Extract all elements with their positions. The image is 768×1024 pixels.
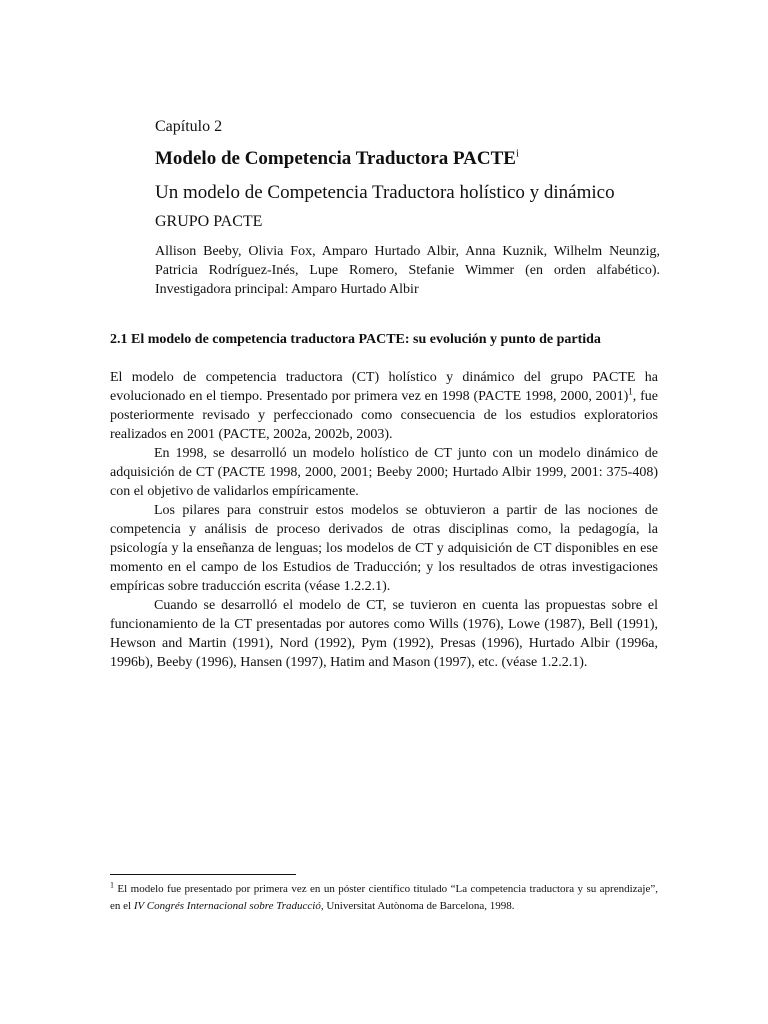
footnote-divider xyxy=(110,874,296,875)
chapter-label: Capítulo 2 xyxy=(155,118,223,135)
footnote-congress-title: IV Congrés Internacional sobre Traducció xyxy=(133,900,321,912)
chapter-title xyxy=(155,147,660,171)
footnote-reference: 1 xyxy=(628,386,633,397)
chapter-header xyxy=(155,117,660,299)
paragraph-1-text-a: El modelo de competencia traductora (CT) holístico y dinámico del grupo PACTE ha evolucionado en el tiempo. Presentado por primera vez en 1998 (PACTE 1998, 2000, 2001) xyxy=(110,370,658,404)
paragraph-3: Los pilares para construir estos modelos se obtuvieron a partir de las nociones de competencia y análisis de proceso derivados de otras disciplinas como, la pedagogía, la psicología y la enseñanza de lenguas; los modelos de CT y adquisición de CT disponibles en ese momento en el campo de los Estudios de Traducción; y los resultados de otras investigaciones empíricas sobre traducción escrita (véase 1.2.2.1). xyxy=(110,503,658,594)
paragraph-4: Cuando se desarrolló el modelo de CT, se tuvieron en cuenta las propuestas sobre el funcionamiento de la CT presentadas por autores como Wills (1976), Lowe (1987), Bell (1991), Hewson and Martin (1991), Nord (1992), Pym (1992), Presas (1996), Hurtado Albir (1996a, 1996b), Beeby (1996), Hansen (1997), Hatim and Mason (1997), etc. (véase 1.2.2.1). xyxy=(110,598,658,670)
paragraph-2: En 1998, se desarrolló un modelo holístico de CT junto con un modelo dinámico de adquisición de CT (PACTE 1998, 2000, 2001; Beeby 2000; Hurtado Albir 1999, 2001: 375-408) con el objetivo de validarlos empíricamente. xyxy=(110,446,658,499)
title-footnote-mark: i xyxy=(515,147,520,160)
footnote xyxy=(110,881,658,915)
body-text xyxy=(110,368,658,672)
paragraph-1-text-b: , fue posteriormente revisado y perfeccionado como consecuencia de los estudios exploratorios realizados en 2001 (PACTE, 2002a, 2002b, 2003). xyxy=(110,389,658,442)
chapter-subtitle: Un modelo de Competencia Traductora holístico y dinámico xyxy=(155,182,615,203)
section-heading: 2.1 El modelo de competencia traductora PACTE: su evolución y punto de partida xyxy=(110,332,601,347)
footnote-text-a: El modelo fue presentado por primera vez en un póster científico titulado “La competencia traductora y su aprendizaje”, en el xyxy=(110,883,658,912)
chapter-title-text: Modelo de Competencia Traductora PACTE xyxy=(155,148,516,169)
authors-list: Allison Beeby, Olivia Fox, Amparo Hurtado Albir, Anna Kuznik, Wilhelm Neunzig, Patricia Rodríguez-Inés, Lupe Romero, Stefanie Wimmer (en orden alfabético). Investigadora principal: Amparo Hurtado Albir xyxy=(155,244,660,297)
footnote-number: 1 xyxy=(110,880,114,890)
paragraph-1 xyxy=(110,368,658,444)
footnote-text-b: , Universitat Autònoma de Barcelona, 1998. xyxy=(320,900,515,912)
group-name: GRUPO PACTE xyxy=(155,213,263,230)
